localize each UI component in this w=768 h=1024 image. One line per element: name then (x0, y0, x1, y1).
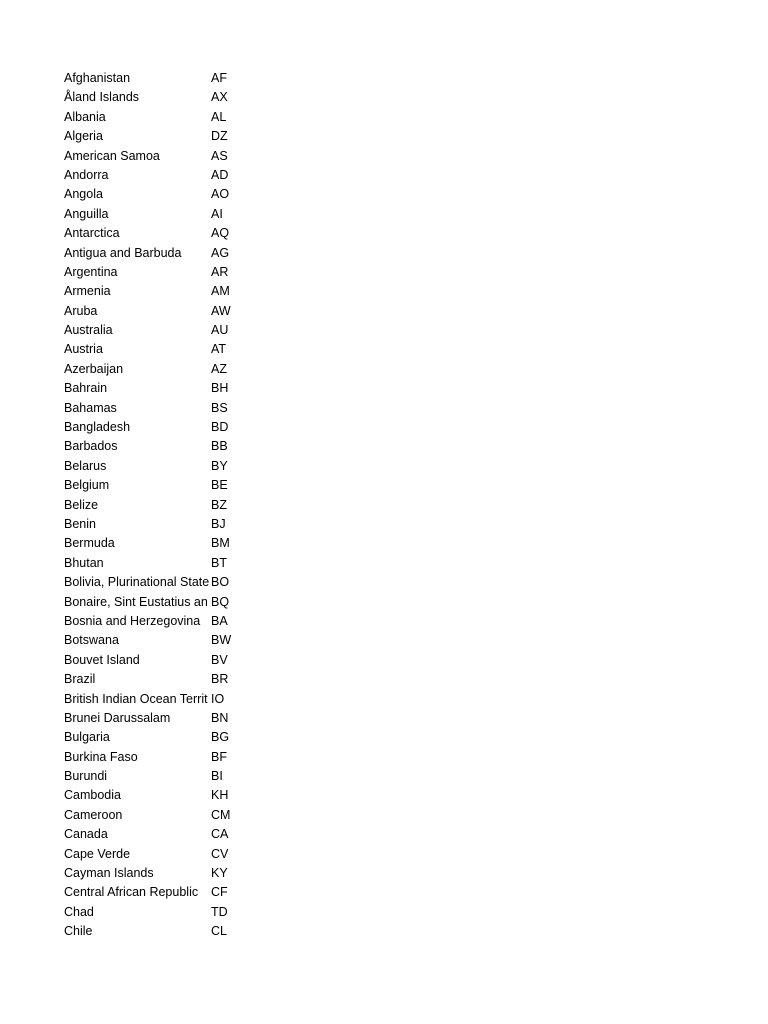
table-row (64, 263, 264, 282)
country-code-cell: BT (211, 555, 227, 570)
table-row (64, 379, 264, 398)
country-name-cell: Austria (64, 342, 103, 357)
country-code-cell: BJ (211, 516, 226, 531)
country-name-cell: Antigua and Barbuda (64, 245, 182, 260)
country-name-cell: Afghanistan (64, 71, 131, 85)
table-row (64, 205, 264, 224)
country-code-cell: AL (211, 109, 227, 124)
country-name-cell: Andorra (64, 167, 109, 182)
country-code-cell: BA (211, 613, 228, 628)
table-row (64, 651, 264, 670)
country-code-cell: CL (211, 924, 227, 939)
country-name-cell: Bangladesh (64, 420, 131, 435)
country-name-cell: Botswana (64, 633, 119, 648)
country-name-cell: Belgium (64, 478, 110, 493)
country-code-cell: AU (211, 323, 229, 338)
country-name-cell: Cayman Islands (64, 866, 154, 881)
country-name-cell: Brazil (64, 672, 96, 687)
table-row (64, 748, 264, 767)
table-row (64, 728, 264, 747)
table-row (64, 690, 264, 709)
country-name-cell: Angola (64, 187, 103, 202)
country-code-cell: BY (211, 458, 228, 473)
table-row (64, 709, 264, 728)
table-row (64, 670, 264, 689)
table-row (64, 282, 264, 301)
country-name-cell: Chad (64, 904, 94, 919)
table-row (64, 864, 264, 883)
table-row (64, 767, 264, 786)
table-row (64, 476, 264, 495)
table-row (64, 825, 264, 844)
country-code-cell: BG (211, 730, 230, 745)
table-row (64, 534, 264, 553)
table-row (64, 806, 264, 825)
country-code-cell: BH (211, 381, 229, 396)
country-code-cell: BF (211, 749, 227, 764)
table-row (64, 69, 264, 88)
country-code-cell: AQ (211, 226, 230, 241)
table-row (64, 554, 264, 573)
country-code-cell: BN (211, 710, 229, 725)
country-code-cell: KH (211, 788, 229, 803)
country-code-cell: BD (211, 420, 229, 435)
country-code-cell: DZ (211, 129, 228, 144)
country-name-cell: Brunei Darussalam (64, 710, 171, 725)
table-row (64, 321, 264, 340)
country-code-table (64, 69, 264, 942)
country-name-cell: Central African Republic (64, 885, 199, 900)
table-row (64, 612, 264, 631)
country-name-cell: Australia (64, 323, 113, 338)
table-row (64, 108, 264, 127)
country-code-cell: BR (211, 672, 229, 687)
table-row (64, 244, 264, 263)
table-row (64, 786, 264, 805)
country-name-cell: Barbados (64, 439, 118, 454)
country-code-cell: AS (211, 148, 228, 163)
country-name-cell: Benin (64, 516, 96, 531)
table-row (64, 457, 264, 476)
country-name-cell: British Indian Ocean Territ (64, 691, 208, 706)
country-name-cell: Algeria (64, 129, 103, 144)
country-code-cell: AM (211, 284, 230, 299)
country-name-cell: Argentina (64, 264, 118, 279)
country-name-cell: Burundi (64, 769, 108, 784)
table-row (64, 922, 264, 941)
country-code-cell: AG (211, 245, 230, 260)
country-name-cell: Bouvet Island (64, 652, 140, 667)
country-code-cell: BE (211, 478, 228, 493)
country-code-cell: TD (211, 904, 228, 919)
table-row (64, 88, 264, 107)
country-code-cell: CA (211, 827, 229, 842)
country-name-cell: Anguilla (64, 206, 109, 221)
country-name-cell: Bahrain (64, 381, 108, 396)
country-code-cell: IO (211, 691, 225, 706)
country-code-cell: AR (211, 264, 229, 279)
country-name-cell: Albania (64, 109, 106, 124)
table-row (64, 515, 264, 534)
country-name-cell: American Samoa (64, 148, 160, 163)
table-row (64, 418, 264, 437)
country-name-cell: Canada (64, 827, 108, 842)
country-name-cell: Cape Verde (64, 846, 131, 861)
country-name-cell: Bonaire, Sint Eustatius an (64, 594, 208, 609)
country-name-cell: Bolivia, Plurinational State (64, 575, 210, 590)
table-row (64, 224, 264, 243)
country-code-cell: KY (211, 866, 228, 881)
country-code-cell: CF (211, 885, 228, 900)
country-name-cell: Bosnia and Herzegovina (64, 613, 201, 628)
country-name-cell: Cameroon (64, 807, 123, 822)
table-row (64, 903, 264, 922)
table-row (64, 147, 264, 166)
table-row (64, 302, 264, 321)
country-name-cell: Antarctica (64, 226, 120, 241)
table-row (64, 883, 264, 902)
country-code-cell: AT (211, 342, 227, 357)
country-code-cell: BV (211, 652, 228, 667)
country-code-cell: AW (211, 303, 231, 318)
country-code-cell: BO (211, 575, 230, 590)
country-name-cell: Bhutan (64, 555, 104, 570)
country-code-cell: AO (211, 187, 230, 202)
country-code-cell: BM (211, 536, 230, 551)
country-code-cell: CM (211, 807, 231, 822)
country-name-cell: Armenia (64, 284, 111, 299)
country-code-cell: BZ (211, 497, 227, 512)
table-row (64, 360, 264, 379)
table-row (64, 496, 264, 515)
country-code-cell: AD (211, 167, 229, 182)
country-code-cell: CV (211, 846, 229, 861)
country-name-cell: Cambodia (64, 788, 121, 803)
table-row (64, 185, 264, 204)
country-code-cell: BW (211, 633, 232, 648)
table-row (64, 127, 264, 146)
country-code-cell: AI (211, 206, 223, 221)
country-code-cell: AX (211, 90, 228, 105)
country-name-cell: Burkina Faso (64, 749, 138, 764)
table-row (64, 340, 264, 359)
country-code-cell: BS (211, 400, 228, 415)
table-row (64, 593, 264, 612)
country-code-cell: BB (211, 439, 228, 454)
country-name-cell: Belize (64, 497, 99, 512)
table-row (64, 399, 264, 418)
country-name-cell: Bulgaria (64, 730, 110, 745)
table-row (64, 631, 264, 650)
country-name-cell: Aruba (64, 303, 98, 318)
country-code-cell: BI (211, 769, 223, 784)
table-row (64, 166, 264, 185)
country-name-cell: Chile (64, 924, 93, 939)
country-name-cell: Azerbaijan (64, 361, 124, 376)
country-code-cell: AF (211, 71, 227, 85)
table-row (64, 437, 264, 456)
country-code-cell: AZ (211, 361, 227, 376)
country-name-cell: Åland Islands (64, 90, 140, 105)
table-row (64, 845, 264, 864)
country-name-cell: Bahamas (64, 400, 117, 415)
country-name-cell: Bermuda (64, 536, 115, 551)
country-name-cell: Belarus (64, 458, 107, 473)
table-row (64, 573, 264, 592)
country-code-cell: BQ (211, 594, 230, 609)
